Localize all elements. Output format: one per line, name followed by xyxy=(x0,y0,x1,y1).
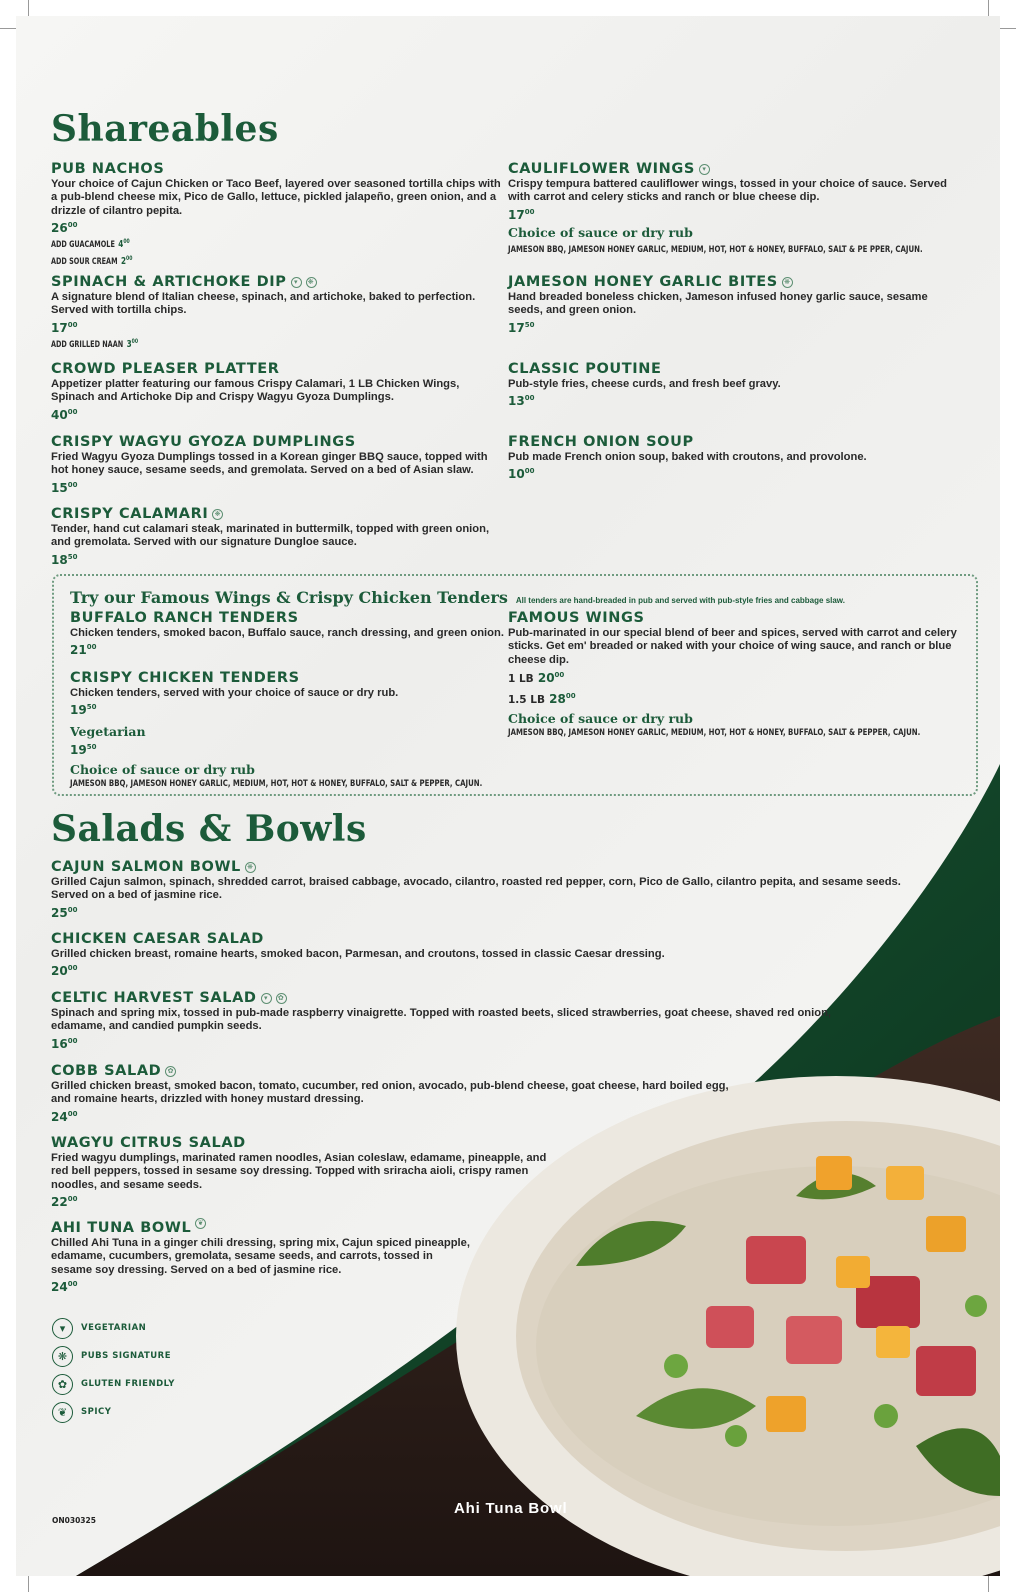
item-price: $13^{00}$ xyxy=(508,394,535,409)
item-price: $17^{00}$ xyxy=(508,207,535,222)
item-title: WAGYU CITRUS SALAD xyxy=(51,1135,246,1151)
crop-mark xyxy=(988,1576,989,1592)
menu-item-classic-poutine xyxy=(508,361,958,408)
pubs-signature-icon: ❋ xyxy=(306,277,317,288)
item-price: $40^{00}$ xyxy=(51,407,78,422)
item-description: Appetizer platter featuring our famous Crispy Calamari, 1 LB Chicken Wings, Spinach and Artichoke Dip and Crispy Wagyu Gyoza Dumplings. xyxy=(51,378,460,404)
gluten-friendly-icon: ✿ xyxy=(165,1066,176,1077)
vegetarian-icon: ▾ xyxy=(52,1318,73,1339)
vegetarian-option-price: $19^{50}$ xyxy=(70,743,97,758)
item-price: $26^{00}$ xyxy=(51,220,78,235)
item-title: CRISPY CALAMARI ❋ xyxy=(51,506,501,523)
item-title: CLASSIC POUTINE xyxy=(508,361,662,377)
sauce-list: JAMESON BBQ, JAMESON HONEY GARLIC, MEDIUM, HOT, HOT & HONEY, BUFFALO, SALT & PEPPER, CAJUN. xyxy=(70,779,483,790)
menu-item-cobb-salad xyxy=(51,1063,751,1124)
item-description: Grilled chicken breast, romaine hearts, smoked bacon, Parmesan, and croutons, tossed in classic Caesar dressing. xyxy=(51,948,665,960)
menu-item-french-onion-soup xyxy=(508,434,958,481)
wings-price-1lb: 1 LB $20^{00}$ xyxy=(508,670,565,685)
item-title: SPINACH & ARTICHOKE DIP ▾ ❋ xyxy=(51,274,501,291)
menu-item-spinach-artichoke-dip xyxy=(51,274,501,352)
item-price: $20^{00}$ xyxy=(51,964,78,979)
crop-mark xyxy=(1000,28,1016,29)
item-title: CHICKEN CAESAR SALAD xyxy=(51,931,264,947)
item-title: AHI TUNA BOWL ❦ xyxy=(51,1220,471,1237)
item-description: Grilled chicken breast, smoked bacon, tomato, cucumber, red onion, avocado, pub-blend cheese, goat cheese, hard boiled egg, and romaine hearts, drizzled with honey mustard dressing. xyxy=(51,1080,729,1106)
item-description: Fried wagyu dumplings, marinated ramen noodles, Asian coleslaw, edamame, pineapple, and red bell peppers, tossed in sesame soy dressing. Topped with sriracha aioli, crispy ramen noodles, and sesame seeds. xyxy=(51,1152,547,1191)
sauce-choice-title: Choice of sauce or dry rub xyxy=(508,224,693,240)
menu-item-famous-wings xyxy=(508,610,958,740)
item-price: $22^{00}$ xyxy=(51,1194,78,1209)
item-description: Spinach and spring mix, tossed in pub-made raspberry vinaigrette. Topped with roasted beets, sliced strawberries, goat cheese, shaved red onion, edamame, and candied pumpkin seeds. xyxy=(51,1007,832,1033)
icon-legend xyxy=(52,1314,175,1426)
item-price: $10^{00}$ xyxy=(508,467,535,482)
item-description: Pub-marinated in our special blend of beer and spices, served with carrot and celery sticks. Get em' breaded or naked with your choice of wing sauce, and ranch or blue cheese dip. xyxy=(508,627,957,666)
item-description: A signature blend of Italian cheese, spinach, and artichoke, baked to perfection. Served with tortilla chips. xyxy=(51,291,476,317)
menu-page xyxy=(16,16,1000,1576)
item-price: $24^{00}$ xyxy=(51,1109,78,1124)
vegetarian-option-title: Vegetarian xyxy=(70,724,146,740)
legend-row: ❋ PUBS SIGNATURE xyxy=(52,1342,175,1370)
menu-code: ON030325 xyxy=(52,1516,96,1525)
item-description: Chicken tenders, smoked bacon, Buffalo sauce, ranch dressing, and green onion. xyxy=(70,627,504,639)
item-title: FRENCH ONION SOUP xyxy=(508,434,694,450)
item-description: Chicken tenders, served with your choice of sauce or dry rub. xyxy=(70,687,399,699)
sauce-choice-title: Choice of sauce or dry rub xyxy=(508,710,693,726)
menu-item-chicken-caesar-salad xyxy=(51,931,911,978)
menu-item-celtic-harvest-salad xyxy=(51,990,831,1051)
crop-mark xyxy=(0,28,16,29)
item-description: Fried Wagyu Gyoza Dumplings tossed in a Korean ginger BBQ sauce, topped with hot honey sauce, sesame seeds, and gremolata. Served on a bed of Asian slaw. xyxy=(51,451,488,477)
menu-item-cauliflower-wings xyxy=(508,161,958,257)
item-description: Grilled Cajun salmon, spinach, shredded carrot, braised cabbage, avocado, cilantro, roasted red pepper, corn, Pico de Gallo, cilantro pepita, and sesame seeds. Served on a bed of jasmine rice. xyxy=(51,876,901,902)
item-title: CAJUN SALMON BOWL ❋ xyxy=(51,859,911,876)
sauce-list: JAMESON BBQ, JAMESON HONEY GARLIC, MEDIUM, HOT, HOT & HONEY, BUFFALO, SALT & PE PPER, CAJUN. xyxy=(508,244,923,255)
menu-item-ahi-tuna-bowl xyxy=(51,1220,471,1294)
sauce-choice-title: Choice of sauce or dry rub xyxy=(70,762,255,778)
addon-guacamole: ADD GUACAMOLE $4^{00}$ xyxy=(51,237,130,251)
menu-item-cajun-salmon-bowl xyxy=(51,859,911,920)
item-title: CAULIFLOWER WINGS ▾ xyxy=(508,161,958,178)
vegetarian-icon: ▾ xyxy=(699,164,710,175)
menu-item-crispy-calamari xyxy=(51,506,501,567)
menu-item-crispy-chicken-tenders xyxy=(70,670,510,791)
spicy-icon: ❦ xyxy=(195,1218,206,1229)
item-title: CRISPY WAGYU GYOZA DUMPLINGS xyxy=(51,434,356,450)
shareables-heading: Shareables xyxy=(51,108,279,150)
menu-item-crowd-pleaser-platter xyxy=(51,361,501,422)
item-price: $18^{50}$ xyxy=(51,552,78,567)
gluten-friendly-icon: ✿ xyxy=(276,993,287,1004)
item-title: PUB NACHOS xyxy=(51,161,165,177)
spicy-icon: ❦ xyxy=(52,1402,73,1423)
item-description: Chilled Ahi Tuna in a ginger chili dressing, spring mix, Cajun spiced pineapple, edamame, cucumbers, gremolata, sesame seeds, and carrots, tossed in sesame soy dressing. Served on a bed of jasmine rice. xyxy=(51,1237,470,1276)
photo-caption: Ahi Tuna Bowl xyxy=(454,1500,568,1517)
wings-price-1-5lb: 1.5 LB $28^{00}$ xyxy=(508,691,576,706)
item-price: $21^{00}$ xyxy=(70,643,97,658)
item-description: Crispy tempura battered cauliflower wings, tossed in your choice of sauce. Served with carrot and celery sticks and ranch or blue cheese dip. xyxy=(508,178,947,204)
vegetarian-icon: ▾ xyxy=(291,277,302,288)
crop-mark xyxy=(28,1576,29,1592)
item-description: Hand breaded boneless chicken, Jameson infused honey garlic sauce, sesame seeds, and green onion. xyxy=(508,291,928,317)
gluten-friendly-icon: ✿ xyxy=(52,1374,73,1395)
menu-item-wagyu-gyoza-dumplings xyxy=(51,434,501,495)
item-price: $17^{00}$ xyxy=(51,320,78,335)
item-price: $24^{00}$ xyxy=(51,1279,78,1294)
crop-mark xyxy=(28,0,29,16)
item-description: Pub-style fries, cheese curds, and fresh beef gravy. xyxy=(508,378,781,390)
legend-row: ✿ GLUTEN FRIENDLY xyxy=(52,1370,175,1398)
sauce-list: JAMESON BBQ, JAMESON HONEY GARLIC, MEDIUM, HOT, HOT & HONEY, BUFFALO, SALT & PEPPER, CAJUN. xyxy=(508,727,921,738)
menu-item-wagyu-citrus-salad xyxy=(51,1135,566,1209)
item-title: CRISPY CHICKEN TENDERS xyxy=(70,670,300,686)
item-title: BUFFALO RANCH TENDERS xyxy=(70,610,299,626)
addon-sour-cream: ADD SOUR CREAM $2^{00}$ xyxy=(51,255,133,268)
menu-item-buffalo-ranch-tenders xyxy=(70,610,510,657)
item-price: $17^{50}$ xyxy=(508,320,535,335)
addon-grilled-naan: ADD GRILLED NAAN $3^{00}$ xyxy=(51,337,139,350)
pubs-signature-icon: ❋ xyxy=(212,509,223,520)
item-title: JAMESON HONEY GARLIC BITES ❋ xyxy=(508,274,958,291)
wings-tenders-note: All tenders are hand-breaded in pub and served with pub-style fries and cabbage slaw. xyxy=(515,596,845,605)
item-description: Tender, hand cut calamari steak, marinated in buttermilk, topped with green onion, and gremolata. Served with our signature Dungloe sauce. xyxy=(51,523,490,549)
item-title: CROWD PLEASER PLATTER xyxy=(51,361,280,377)
menu-item-jameson-honey-garlic-bites xyxy=(508,274,958,335)
item-title: CELTIC HARVEST SALAD ▾ ✿ xyxy=(51,990,831,1007)
item-description: Pub made French onion soup, baked with croutons, and provolone. xyxy=(508,451,867,463)
pubs-signature-icon: ❋ xyxy=(782,277,793,288)
item-price: $19^{50}$ xyxy=(70,703,97,718)
wings-tenders-header xyxy=(70,588,845,607)
menu-item-pub-nachos xyxy=(51,161,501,269)
item-title: FAMOUS WINGS xyxy=(508,610,645,626)
legend-row: ▾ VEGETARIAN xyxy=(52,1314,175,1342)
item-price: $15^{00}$ xyxy=(51,480,78,495)
item-price: $25^{00}$ xyxy=(51,905,78,920)
item-description: Your choice of Cajun Chicken or Taco Beef, layered over seasoned tortilla chips with a pub-blend cheese mix, Pico de Gallo, lettuce, pickled jalapeño, green onion, and a drizzle of cilantro pepita. xyxy=(51,178,501,217)
salads-bowls-heading: Salads & Bowls xyxy=(51,808,367,850)
item-title: COBB SALAD ✿ xyxy=(51,1063,751,1080)
wings-tenders-heading: Try our Famous Wings & Crispy Chicken Tenders xyxy=(70,588,508,607)
pubs-signature-icon: ❋ xyxy=(245,862,256,873)
item-price: $16^{00}$ xyxy=(51,1036,78,1051)
legend-row: ❦ SPICY xyxy=(52,1398,175,1426)
pubs-signature-icon: ❋ xyxy=(52,1346,73,1367)
vegetarian-icon: ▾ xyxy=(261,993,272,1004)
crop-mark xyxy=(988,0,989,16)
